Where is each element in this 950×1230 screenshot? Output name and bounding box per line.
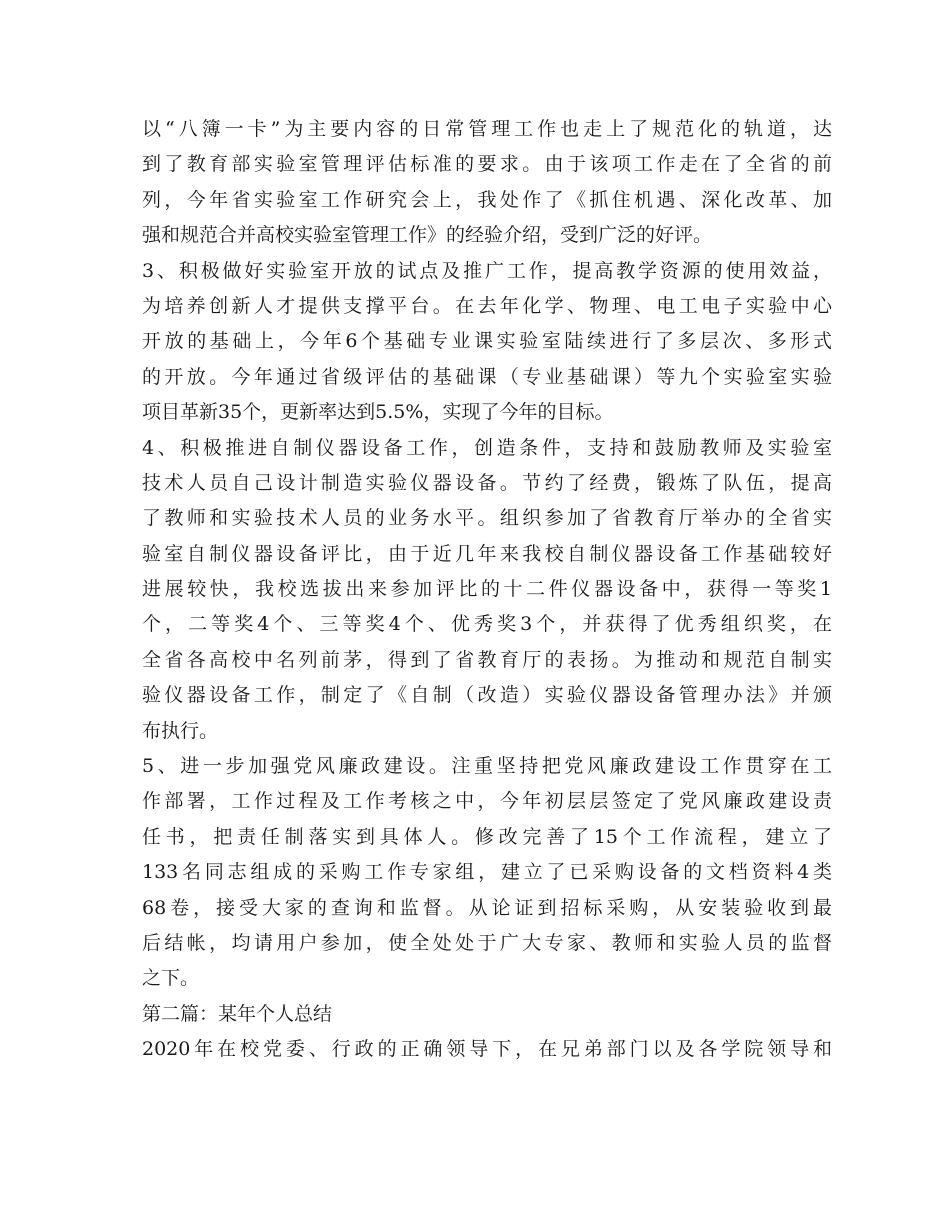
text-line: 133名同志组成的采购工作专家组，建立了已采购设备的文档资料4类 (142, 861, 832, 884)
text-line: 技术人员自己设计制造实验仪器设备。节约了经费，锻炼了队伍，提高 (142, 471, 832, 494)
text-line: 项目革新35个，更新率达到5.5%，实现了今年的目标。 (142, 401, 614, 424)
text-line: 的开放。今年通过省级评估的基础课（专业基础课）等九个实验室实验 (142, 365, 832, 388)
text-line: 5、进一步加强党风廉政建设。注重坚持把党风廉政建设工作贯穿在工 (142, 755, 832, 778)
text-line: 开放的基础上，今年6个基础专业课实验室陆续进行了多层次、多形式 (142, 330, 832, 353)
text-line: 68卷，接受大家的查询和监督。从论证到招标采购，从安装验收到最 (142, 896, 832, 919)
text-line: 任书，把责任制落实到具体人。修改完善了15个工作流程，建立了 (142, 825, 832, 848)
text-line: 作部署，工作过程及工作考核之中，今年初层层签定了党风廉政建设责 (142, 790, 832, 813)
text-line: 3、积极做好实验室开放的试点及推广工作，提高教学资源的使用效益， (142, 259, 832, 282)
text-line: 到了教育部实验室管理评估标准的要求。由于该项工作走在了全省的前 (142, 153, 832, 176)
text-line: 2020年在校党委、行政的正确领导下，在兄弟部门以及各学院领导和 (142, 1038, 832, 1061)
text-line: 验室自制仪器设备评比，由于近几年来我校自制仪器设备工作基础较好 (142, 542, 832, 565)
text-line: 进展较快，我校选拔出来参加评比的十二件仪器设备中，获得一等奖1 (142, 578, 832, 601)
text-line: 列，今年省实验室工作研究会上，我处作了《抓住机遇、深化改革、加 (142, 188, 832, 211)
text-line: 4、积极推进自制仪器设备工作，创造条件，支持和鼓励教师及实验室 (142, 436, 832, 459)
text-line: 以“八簿一卡”为主要内容的日常管理工作也走上了规范化的轨道，达 (142, 118, 832, 140)
text-line: 后结帐，均请用户参加，使全处处于广大专家、教师和实验人员的监督 (142, 931, 832, 954)
text-line: 之下。 (142, 967, 200, 990)
body-text (142, 112, 832, 1068)
text-line: 全省各高校中名列前茅，得到了省教育厅的表扬。为推动和规范自制实 (142, 648, 832, 671)
text-line: 个，二等奖4个、三等奖4个、优秀奖3个，并获得了优秀组织奖，在 (142, 613, 832, 636)
section-heading: 第二篇：某年个人总结 (142, 1002, 333, 1025)
text-line: 了教师和实验技术人员的业务水平。组织参加了省教育厅举办的全省实 (142, 507, 832, 530)
text-line: 为培养创新人才提供支撑平台。在去年化学、物理、电工电子实验中心 (142, 294, 832, 317)
text-line: 强和规范合并高校实验室管理工作》的经验介绍，受到广泛的好评。 (142, 224, 713, 247)
text-line: 布执行。 (142, 719, 219, 742)
text-line: 验仪器设备工作，制定了《自制（改造）实验仪器设备管理办法》并颁 (142, 684, 832, 707)
